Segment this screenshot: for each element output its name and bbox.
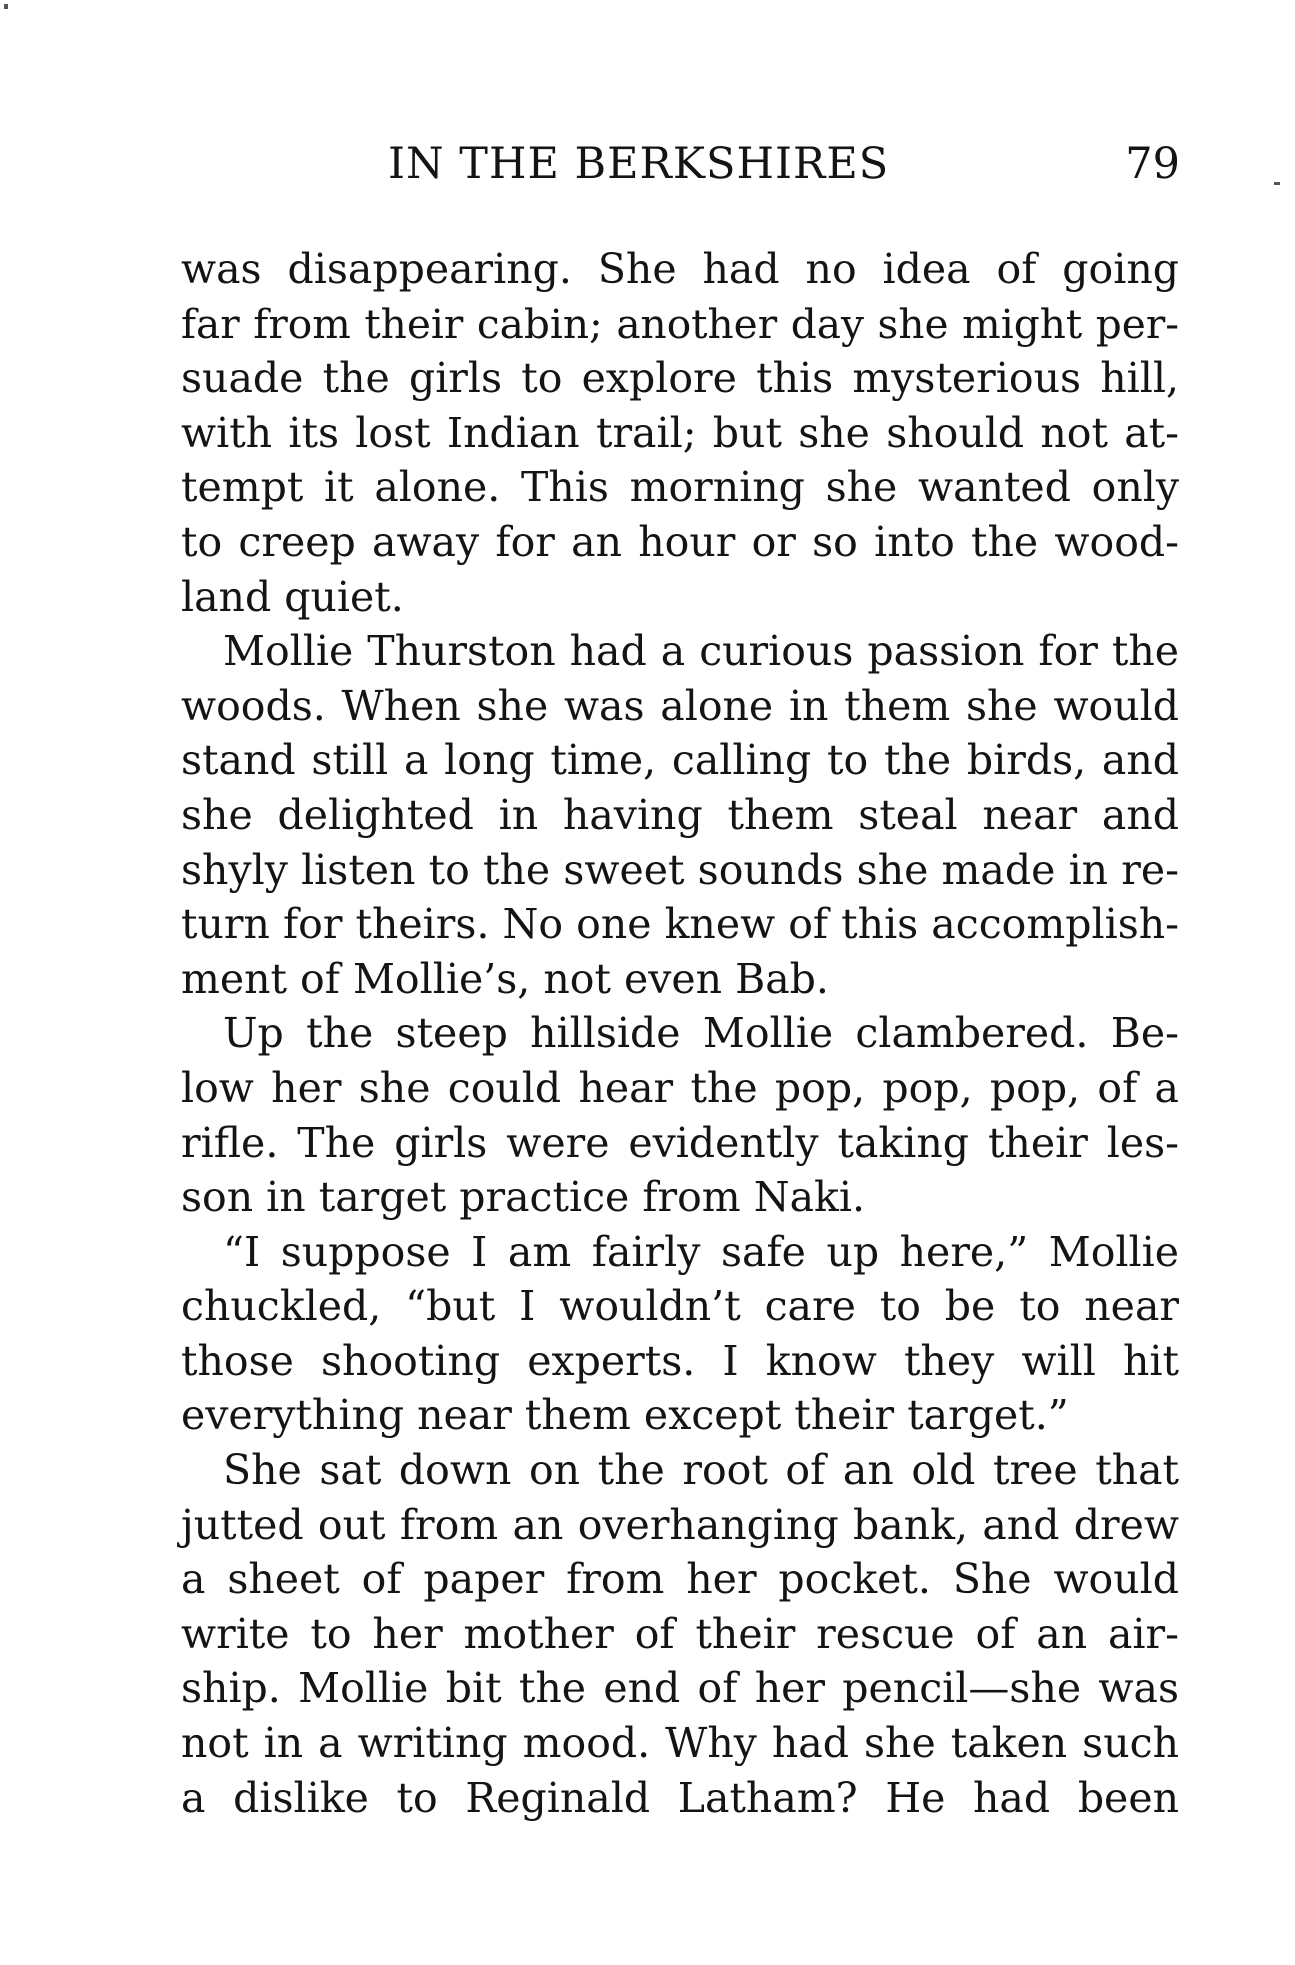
text-line: with its lost Indian trail; but she should not at-	[181, 408, 1179, 457]
page-number: 79	[1125, 139, 1180, 189]
text-line: those shooting experts. I know they will hit	[181, 1336, 1179, 1385]
text-line: a sheet of paper from her pocket. She would	[181, 1555, 1179, 1604]
text-line: low her she could hear the pop, pop, pop, of a	[181, 1063, 1179, 1112]
text-line: stand still a long time, calling to the birds, and	[181, 736, 1179, 785]
text-line: turn for theirs. No one knew of this accomplish-	[181, 900, 1179, 949]
running-title: IN THE BERKSHIRES	[388, 139, 890, 189]
text-line: not in a writing mood. Why had she taken such	[181, 1719, 1179, 1768]
text-line: far from their cabin; another day she might per-	[181, 299, 1179, 348]
text-line: ship. Mollie bit the end of her pencil—she was	[181, 1664, 1179, 1713]
text-line: land quiet.	[181, 572, 404, 621]
text-line: to creep away for an hour or so into the wood-	[181, 517, 1179, 566]
text-line: chuckled, “but I wouldn’t care to be to near	[181, 1282, 1179, 1331]
text-line: ment of Mollie’s, not even Bab.	[181, 954, 829, 1003]
text-line: she delighted in having them steal near and	[181, 790, 1179, 839]
text-line: “I suppose I am fairly safe up here,” Mollie	[223, 1227, 1179, 1276]
text-line: rifle. The girls were evidently taking their les-	[181, 1118, 1179, 1167]
print-speck	[1274, 182, 1280, 185]
print-speck	[4, 4, 8, 9]
text-line: woods. When she was alone in them she would	[181, 681, 1179, 730]
text-line: Mollie Thurston had a curious passion for the	[223, 627, 1179, 676]
body-text	[181, 242, 1179, 1825]
text-line: everything near them except their target.”	[181, 1391, 1069, 1440]
text-line: Up the steep hillside Mollie clambered. Be-	[223, 1009, 1179, 1058]
text-line: write to her mother of their rescue of an air-	[181, 1609, 1179, 1658]
text-line: shyly listen to the sweet sounds she made in re-	[181, 845, 1179, 894]
text-line: suade the girls to explore this mysterious hill,	[181, 354, 1179, 403]
text-line: She sat down on the root of an old tree that	[223, 1446, 1179, 1495]
text-line: jutted out from an overhanging bank, and drew	[181, 1500, 1179, 1549]
text-line: a dislike to Reginald Latham? He had been	[181, 1773, 1179, 1822]
text-line: tempt it alone. This morning she wanted only	[181, 463, 1179, 512]
text-line: was disappearing. She had no idea of going	[181, 245, 1179, 293]
page-header	[388, 134, 1180, 194]
text-line: son in target practice from Naki.	[181, 1173, 866, 1222]
